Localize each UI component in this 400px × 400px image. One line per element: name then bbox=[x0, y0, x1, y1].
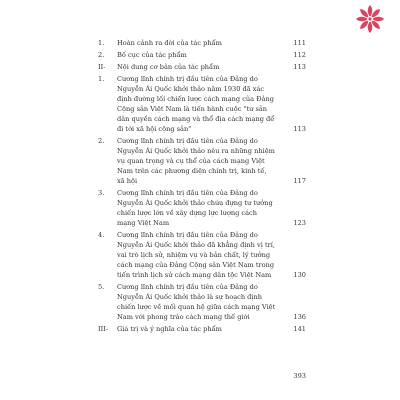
toc-entry-number: 2. bbox=[98, 51, 105, 59]
toc-entry-page: 117 bbox=[293, 177, 306, 185]
toc-section-number: III- bbox=[98, 325, 109, 333]
toc-section-page: 113 bbox=[293, 63, 306, 71]
toc-entry-page: 130 bbox=[293, 271, 306, 279]
toc-entry-title: Hoàn cảnh ra đời của tác phẩm bbox=[117, 39, 222, 47]
toc-section[interactable] bbox=[98, 62, 306, 72]
toc-section-page: 141 bbox=[293, 325, 306, 333]
toc-entry-title: Cương lĩnh chính trị đầu tiên của Đảng do Nguyễn Ái Quốc khởi thảo nêu ra những nhiệm vụ quan trọng và cụ thể của cách mạng Việt Nam trên các phương diện chính trị, kinh tế, xã hội bbox=[117, 137, 275, 185]
toc-entry-number: 3. bbox=[98, 189, 105, 197]
toc-entry-title: Cương lĩnh chính trị đầu tiên của Đảng do Nguyễn Ái Quốc khởi thảo là sự hoạch định chiến lược về mối quan hệ giữa cách mạng Việt Nam với phong trào cách mạng thế giới bbox=[117, 283, 276, 321]
page-number: 393 bbox=[293, 372, 306, 380]
toc-entry-page: 111 bbox=[293, 39, 306, 47]
toc-section-title: Nội dung cơ bản của tác phẩm bbox=[117, 63, 220, 71]
floral-ornament-icon bbox=[355, 4, 385, 34]
toc-entry-title: Cương lĩnh chính trị đầu tiên của Đảng do Nguyễn Ái Quốc khởi thảo chứa đựng tư tưởng chiến lược lớn về xây dựng lực lượng cách mạng Việt Nam bbox=[117, 189, 273, 227]
toc-section-title: Giá trị và ý nghĩa của tác phẩm bbox=[117, 325, 222, 333]
toc-entry-page: 123 bbox=[293, 219, 306, 227]
table-of-contents bbox=[98, 38, 306, 336]
toc-entry-page: 136 bbox=[293, 313, 306, 321]
toc-entry-number: 1. bbox=[98, 75, 105, 83]
toc-entry[interactable] bbox=[98, 136, 306, 186]
toc-entry[interactable] bbox=[98, 282, 306, 322]
toc-section[interactable] bbox=[98, 324, 306, 334]
toc-entry[interactable] bbox=[98, 230, 306, 280]
toc-entry-number: 2. bbox=[98, 137, 105, 145]
toc-entry[interactable] bbox=[98, 38, 306, 48]
toc-entry-number: 1. bbox=[98, 39, 105, 47]
toc-entry[interactable] bbox=[98, 188, 306, 228]
toc-entry-number: 5. bbox=[98, 283, 105, 291]
toc-entry-title: Cương lĩnh chính trị đầu tiên của Đảng do Nguyễn Ái Quốc khởi thảo năm 1930 đã xác định đường lối chiến lược cách mạng của Đảng Cộng sản Việt Nam là tiến hành cuộc "tư sản dân quyền cách mạng và thổ địa cách mạng để đi tới xã hội cộng sản" bbox=[117, 75, 275, 133]
toc-entry[interactable] bbox=[98, 50, 306, 60]
toc-entry[interactable] bbox=[98, 74, 306, 134]
toc-section-number: II- bbox=[98, 63, 106, 71]
toc-entry-title: Cương lĩnh chính trị đầu tiên của Đảng do Nguyễn Ái Quốc khởi thảo đã khẳng định vị trí, vai trò lịch sử, nhiệm vụ và bản chất, lý tưởng cách mạng của Đảng Cộng sản Việt Nam trong tiến trình lịch sử cách mạng dân tộc Việt Nam bbox=[117, 231, 275, 279]
toc-entry-page: 112 bbox=[293, 51, 306, 59]
toc-entry-title: Bố cục của tác phẩm bbox=[117, 51, 187, 59]
toc-entry-number: 4. bbox=[98, 231, 105, 239]
toc-entry-page: 113 bbox=[293, 125, 306, 133]
